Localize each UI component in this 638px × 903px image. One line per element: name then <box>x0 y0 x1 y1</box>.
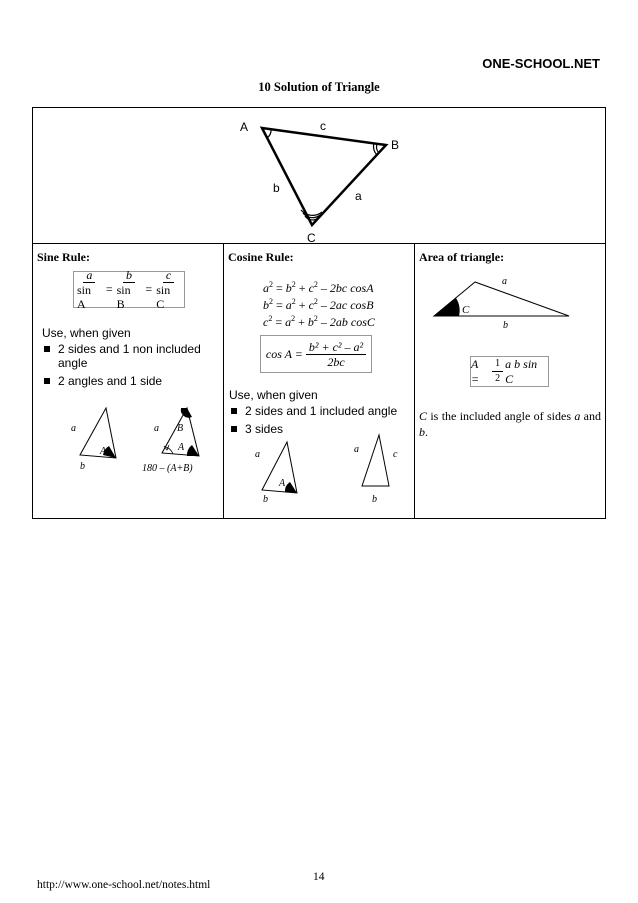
area-heading: Area of triangle: <box>419 250 505 264</box>
cosine-rule-lines <box>263 278 375 329</box>
list-item: 2 sides and 1 non included angle <box>42 342 217 370</box>
fig2-label-B: B <box>177 423 184 434</box>
list-item: 2 sides and 1 included angle <box>229 404 409 418</box>
equals-sign: = <box>145 282 153 296</box>
content-table <box>32 107 606 519</box>
vertex-label-A: A <box>240 120 249 134</box>
cosine-line-a: $a^2 = b^2 + c^2 - 2bc$ cosA <box>263 280 374 295</box>
cosine-rule-heading: Cosine Rule: <box>228 250 294 264</box>
sine-rule-figures <box>34 403 222 483</box>
vertex-label-B: B <box>391 138 400 152</box>
fig1-label-b: b <box>80 461 85 472</box>
area-lhs: A = <box>471 356 480 386</box>
cosine-rule-formula <box>260 335 372 373</box>
equals-sign: = <box>105 282 113 296</box>
fig2-label-a: a <box>154 423 159 434</box>
sine-rule-heading: Sine Rule: <box>37 250 91 264</box>
area-frac-num: 1 <box>492 357 503 372</box>
cos-num: b² + c² – a² <box>306 340 366 355</box>
cos-fig2-label-c: c <box>393 449 398 460</box>
cos-fig1-label-A: A <box>279 478 286 489</box>
main-triangle-diagram <box>33 108 607 243</box>
page-number: 14 <box>313 871 325 883</box>
cosine-rule-figures <box>224 428 412 508</box>
sine-den-b: sin B <box>116 283 131 311</box>
sine-num-c: c <box>163 268 174 283</box>
fig2-label-A: A <box>178 442 185 453</box>
fig1-label-A: A <box>100 446 107 457</box>
area-rhs: a b sin C <box>505 356 538 386</box>
list-item: 3 sides <box>229 422 409 436</box>
footer-url: http://www.one-school.net/notes.html <box>37 879 211 891</box>
list-item: 2 angles and 1 side <box>42 374 217 388</box>
fig2-caption: 180 – (A+B) <box>142 463 193 474</box>
side-label-c: c <box>320 119 326 133</box>
area-label-b: b <box>503 320 508 330</box>
sine-num-b: b <box>123 268 135 283</box>
fig1-label-a: a <box>71 423 76 434</box>
cos-fig1-label-b: b <box>263 494 268 505</box>
sine-rule-formula <box>73 268 185 311</box>
area-formula <box>470 356 549 387</box>
cos-fig2-label-a: a <box>354 444 359 455</box>
area-label-a: a <box>502 276 507 287</box>
cosine-line-b: $b^2 = a^2 + c^2 - 2ac$ cosB <box>263 297 374 312</box>
sine-use-label: Use, when given <box>42 326 131 340</box>
sine-den-c: sin C <box>156 283 171 311</box>
cos-fig2-label-b: b <box>372 494 377 505</box>
cos-den: 2bc <box>327 354 345 369</box>
cos-lhs: cos A = <box>265 346 303 361</box>
vertex-label-C: C <box>307 231 316 243</box>
sine-num-a: a <box>83 268 95 283</box>
area-frac-den: 2 <box>495 373 501 384</box>
area-label-C: C <box>462 304 470 316</box>
sine-den-a: sin A <box>77 283 92 311</box>
cos-fig1-label-a: a <box>255 449 260 460</box>
cosine-use-label: Use, when given <box>229 388 318 402</box>
site-brand: ONE-SCHOOL.NET <box>482 56 600 71</box>
side-label-a: a <box>355 189 362 203</box>
area-triangle-diagram <box>415 260 605 330</box>
row-divider <box>33 243 605 244</box>
side-label-b: b <box>273 181 280 195</box>
cosine-line-c: $c^2 = a^2 + b^2 - 2ab$ cosC <box>263 314 375 329</box>
page-title: 10 Solution of Triangle <box>258 80 380 94</box>
area-note: C is the included angle of sides a and b. <box>419 409 602 439</box>
sine-use-list <box>42 342 217 392</box>
